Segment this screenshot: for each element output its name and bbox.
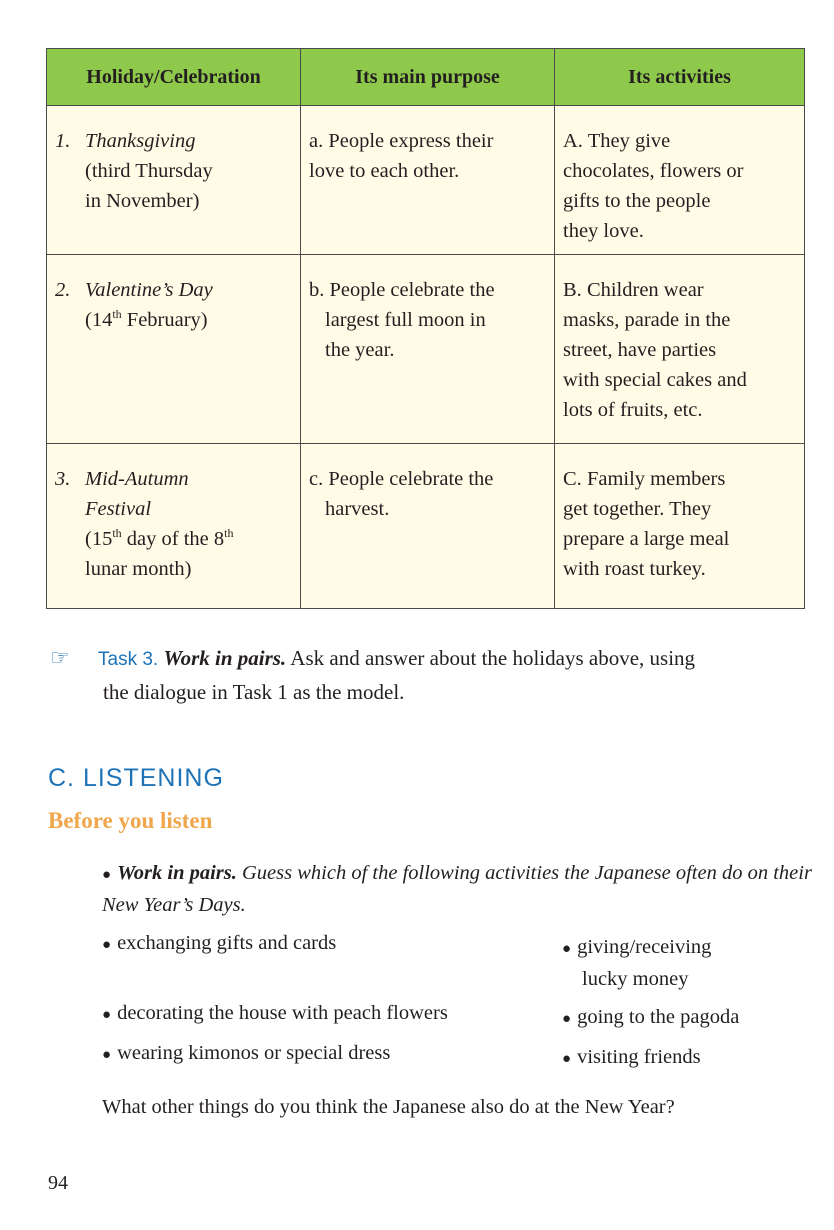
purpose-cell: c. People celebrate the harvest. [301, 444, 555, 609]
section-subtitle: Before you listen [48, 808, 213, 833]
holiday-date: (third Thursday [85, 160, 213, 182]
purpose-cell: b. People celebrate the largest full moon in the year. [301, 255, 555, 444]
table-row [47, 106, 805, 255]
task-3-instructions: ☞ Task 3. Work in pairs. Ask and answer about the holidays above, using the dialogue in Task 1 as the model. [50, 642, 810, 708]
page-number: 94 [48, 1172, 68, 1194]
list-item: ● exchanging gifts and cards [102, 932, 337, 954]
activity-cell: A. They give chocolates, flowers or gifts to the people they love. [555, 106, 805, 255]
table-row [47, 444, 805, 609]
table-header-row [47, 49, 805, 106]
follow-up-question: What other things do you think the Japanese also do at the New Year? [102, 1096, 675, 1118]
activity-cell: B. Children wear masks, parade in the street, have parties with special cakes and lots of fruits, etc. [555, 255, 805, 444]
holiday-name: Valentine’s Day [85, 279, 213, 301]
holiday-date: lunar month) [85, 558, 192, 580]
holiday-date: (14th February) [85, 307, 208, 331]
purpose-cell: a. People express their love to each other. [301, 106, 555, 255]
table-row [47, 255, 805, 444]
list-item: ● decorating the house with peach flowers [102, 1002, 448, 1024]
guess-instructions: ● Work in pairs. Guess which of the following activities the Japanese often do on their New Year’s Days. [102, 862, 812, 916]
section-title: C. LISTENING [48, 764, 224, 792]
list-item: ● giving/receiving lucky money [562, 936, 712, 990]
pointing-hand-icon: ☞ [50, 645, 70, 670]
holiday-name: Festival [85, 498, 152, 520]
activity-cell: C. Family members get together. They prepare a large meal with roast turkey. [555, 444, 805, 609]
list-item: ● going to the pagoda [562, 1006, 740, 1028]
holiday-date: in November) [85, 190, 200, 212]
holiday-cell: 2. Valentine’s Day (14th February) [47, 255, 301, 444]
holiday-date: (15th day of the 8th [85, 526, 234, 550]
header-holiday: Holiday/Celebration [47, 49, 301, 106]
header-activities: Its activities [555, 49, 805, 106]
task-label: Task 3. [98, 649, 159, 670]
list-item: ● visiting friends [562, 1046, 701, 1068]
holiday-name: Thanksgiving [85, 130, 196, 152]
holiday-table [46, 48, 805, 609]
header-purpose: Its main purpose [301, 49, 555, 106]
holiday-cell: 1. Thanksgiving (third Thursday in November) [47, 106, 301, 255]
list-item: ● wearing kimonos or special dress [102, 1042, 391, 1064]
holiday-name: Mid-Autumn [85, 468, 189, 490]
holiday-cell: 3. Mid-Autumn Festival (15th day of the 8th lunar month) [47, 444, 301, 609]
